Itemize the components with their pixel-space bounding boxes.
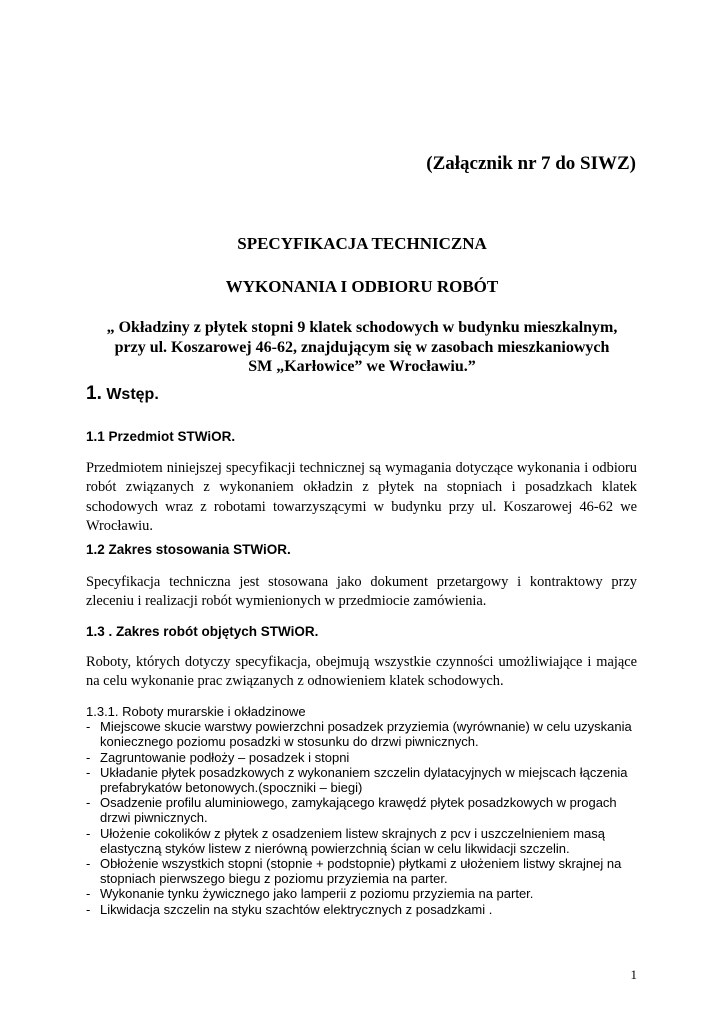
list-item-text: Ułożenie cokolików z płytek z osadzeniem listew skrajnych z pcv i uszczelnieniem masą elastyczną styków listew z nierówną powierzchnią ścian w celu likwidacji szczelin.	[100, 825, 606, 856]
list-item-text: Wykonanie tynku żywicznego jako lamperii z poziomu przyziemia na parter.	[100, 886, 534, 902]
dash-bullet: -	[86, 901, 91, 917]
section-1-2-heading: 1.2 Zakres stosowania STWiOR.	[86, 542, 291, 557]
section-1-heading	[86, 383, 159, 405]
section-1-1-text: Przedmiotem niniejszej specyfikacji technicznej są wymagania dotyczące wykonania i odbioru robót związanych z wykonaniem okładzin z płytek na stopniach i posadzkach klatek schodowych wraz z robotami towarzyszącymi w budynku przy ul. Koszarowej 46-62 we Wrocławiu.	[86, 460, 637, 534]
dash-bullet: -	[86, 764, 91, 780]
list-item-text: Likwidacja szczelin na styku szachtów elektrycznych z posadzkami .	[100, 901, 493, 917]
subsection-1-3-1-heading: 1.3.1. Roboty murarskie i okładzinowe	[86, 704, 306, 719]
list-item-text: Obłożenie wszystkich stopni (stopnie + podstopnie) płytkami z ułożeniem listwy skrajnej na stopniach pierwszego biegu z poziomu przyziemia na parter.	[100, 856, 622, 887]
list-item	[86, 856, 646, 886]
section-1-1-heading: 1.1 Przedmiot STWiOR.	[86, 429, 236, 444]
list-item	[86, 886, 646, 901]
list-item	[86, 826, 646, 856]
section-1-title: Wstęp.	[106, 386, 159, 403]
list-item-text: Osadzenie profilu aluminiowego, zamykającego krawędź płytek posadzkowych w progach drzwi piwnicznych.	[100, 795, 617, 826]
page-number: 1	[630, 967, 637, 982]
section-1-2-text: Specyfikacja techniczna jest stosowana jako dokument przetargowy i kontraktowy przy zleceniu i realizacji robót wymienionych w przedmiocie zamówienia.	[86, 574, 637, 610]
dash-bullet: -	[86, 749, 91, 765]
list-item	[86, 750, 646, 765]
dash-bullet: -	[86, 856, 91, 872]
subject-line: „ Okładziny z płytek stopni 9 klatek schodowych w budynku mieszkalnym,	[106, 319, 618, 336]
list-item	[86, 765, 646, 795]
list-item-text: Układanie płytek posadzkowych z wykonaniem szczelin dylatacyjnych w miejscach łączenia prefabrykatów betonowych.(spoczniki – biegi)	[100, 764, 628, 796]
list-item-text: Miejscowe skucie warstwy powierzchni posadzek przyziemia (wyrównanie) w celu uzyskania koniecznego poziomu posadzki w stosunku do drzwi piwnicznych.	[100, 719, 632, 750]
list-item	[86, 795, 646, 825]
dash-bullet: -	[86, 825, 91, 841]
works-list	[86, 704, 646, 917]
list-item	[86, 902, 646, 917]
section-1-3-text: Roboty, których dotyczy specyfikacja, obejmują wszystkie czynności umożliwiające i mające na celu wykonanie prac związanych z odnowieniem klatek schodowych.	[86, 654, 637, 690]
section-1-3-heading: 1.3 . Zakres robót objętych STWiOR.	[86, 624, 319, 639]
subject-line: SM „Karłowice” we Wrocławiu.”	[248, 358, 476, 375]
subject-line: przy ul. Koszarowej 46-62, znajdującym się w zasobach mieszkaniowych	[114, 338, 610, 356]
dash-bullet: -	[86, 795, 91, 811]
annex-label: (Załącznik nr 7 do SIWZ)	[426, 153, 636, 174]
section-1-number: 1.	[86, 383, 102, 404]
document-subject	[86, 318, 638, 377]
list-item-text: Zagruntowanie podłoży – posadzek i stopni	[100, 749, 350, 765]
document-subtitle: WYKONANIA I ODBIORU ROBÓT	[225, 277, 499, 296]
document-title: SPECYFIKACJA TECHNICZNA	[237, 234, 487, 253]
dash-bullet: -	[86, 719, 91, 735]
dash-bullet: -	[86, 886, 91, 902]
list-item	[86, 719, 646, 749]
